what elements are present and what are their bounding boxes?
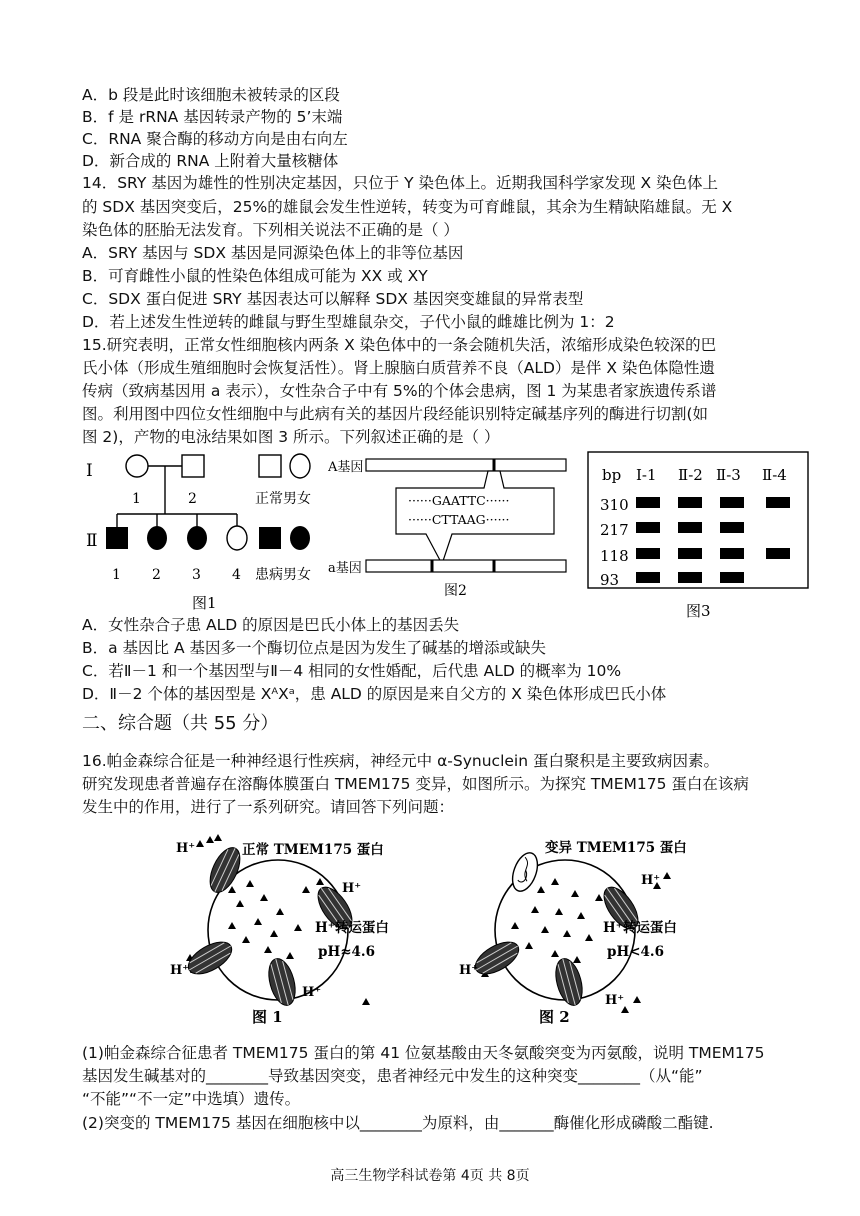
q13-option-a: A．b 段是此时该细胞未被转录的区段 <box>82 86 340 104</box>
figure1-caption: 图 1 <box>252 1008 283 1026</box>
gel-size-label: 118 <box>600 547 629 565</box>
q15-stem-line: 氏小体（形成生殖细胞时会恢复活性）。肾上腺脑白质营养不良（ALD）是伴 X 染色体隐性遗 <box>82 359 715 377</box>
ph-label: pH≈4.6 <box>318 944 375 960</box>
gel-size-label: 217 <box>600 521 629 539</box>
q15-stem-line: 图。利用图中四位女性细胞中与此病有关的基因片段经能识别特定碱基序列的酶进行切割(如 <box>82 405 709 423</box>
pedigree-label-i2: 2 <box>188 491 197 507</box>
gel-size-label: 310 <box>600 496 629 514</box>
legend-affected-male <box>259 527 281 549</box>
normal-tmem175-label: 正常 TMEM175 蛋白 <box>242 842 384 858</box>
gel-band <box>678 497 702 508</box>
q15-stem-line: 传病（致病基因用 a 表示），女性杂合子中有 5%的个体会患病，图 1 为某患者家族遗传系谱 <box>82 382 717 400</box>
q14-stem-line: 14．SRY 基因为雄性的性别决定基因，只位于 Y 染色体上。近期我国科学家发现 X 染色体上 <box>82 174 719 192</box>
page-footer: 高三生物学科试卷第 4页 共 8页 <box>330 1168 530 1184</box>
gel-lane-label: Ⅱ-3 <box>716 466 741 484</box>
proton-label: H⁺ <box>170 963 190 978</box>
q14-option-a: A．SRY 基因与 SDX 基因是同源染色体上的非等位基因 <box>82 244 464 262</box>
q16-subquestion-line: 基因发生碱基对的________导致基因突变，患者神经元中发生的这种突变________（从“能” <box>82 1067 703 1085</box>
sequence-top-strand: ······GAATTC······ <box>408 493 510 508</box>
q16-figure1-lysosome-normal <box>170 830 410 1030</box>
gel-size-label: 93 <box>600 571 620 589</box>
gel-band <box>720 572 744 583</box>
q14-stem-line: 染色体的胚胎无法发育。下列相关说法不正确的是（ ） <box>82 221 459 239</box>
q16-subquestion-line: (2)突变的 TMEM175 基因在细胞核中以________为原料，由_______酶催化形成磷酸二酯键. <box>82 1114 714 1132</box>
section-heading: 二、综合题（共 55 分） <box>82 713 279 734</box>
gel-band <box>636 548 660 559</box>
generation-label-i: Ⅰ <box>86 461 93 481</box>
legend-affected-label: 患病男女 <box>255 567 311 583</box>
proton-label: H⁺ <box>342 881 362 896</box>
pedigree-label-ii2: 2 <box>152 567 161 583</box>
proton-label: H⁺ <box>459 963 479 978</box>
q15-stem-line: 15.研究表明，正常女性细胞核内两条 X 染色体中的一条会随机失活，浓缩形成染色较深的巴 <box>82 336 717 354</box>
gene-a-dominant-label: A基因 <box>328 460 364 475</box>
proton-label: H⁺ <box>176 841 196 856</box>
pedigree-ii1-male-affected <box>106 527 128 549</box>
gel-band <box>720 497 744 508</box>
q16-stem-line: 16.帕金森综合征是一种神经退行性疾病，神经元中 α-Synuclein 蛋白聚积是主要致病因素。 <box>82 752 719 770</box>
gene-a-recessive-label: a基因 <box>328 561 362 576</box>
gel-lane-label: Ⅰ-1 <box>636 466 657 484</box>
pedigree-label-ii1: 1 <box>112 567 121 583</box>
q15-option-c: C．若Ⅱ－1 和一个基因型与Ⅱ－4 相同的女性婚配，后代患 ALD 的概率为 10% <box>82 662 622 680</box>
generation-label-ii: Ⅱ <box>86 531 98 551</box>
gel-lane-label: Ⅱ-2 <box>678 466 703 484</box>
q15-figure3-electrophoresis <box>586 450 812 622</box>
gel-band <box>766 548 790 559</box>
gel-lane-label: Ⅱ-4 <box>762 466 787 484</box>
pedigree-label-ii4: 4 <box>232 567 241 583</box>
gel-unit-label: bp <box>602 466 622 484</box>
pedigree-label-ii3: 3 <box>192 567 201 583</box>
pedigree-label-i1: 1 <box>132 491 141 507</box>
q16-stem-line: 研究发现患者普遍存在溶酶体膜蛋白 TMEM175 变异，如图所示。为探究 TMEM175 蛋白在该病 <box>82 775 749 793</box>
q13-option-c: C．RNA 聚合酶的移动方向是由右向左 <box>82 130 348 148</box>
q16-stem-line: 发生中的作用，进行了一系列研究。请回答下列问题： <box>82 798 455 816</box>
q15-stem-line: 图 2)，产物的电泳结果如图 3 所示。下列叙述正确的是（ ） <box>82 428 500 446</box>
figure2-caption: 图 2 <box>539 1008 570 1026</box>
gel-band <box>678 522 702 533</box>
mutant-tmem175-label: 变异 TMEM175 蛋白 <box>545 840 687 856</box>
q15-option-b: B．a 基因比 A 基因多一个酶切位点是因为发生了碱基的增添或缺失 <box>82 639 547 657</box>
q15-figure1-pedigree <box>80 448 330 618</box>
legend-normal-male <box>259 455 281 477</box>
proton-label: H⁺ <box>605 993 625 1008</box>
pedigree-ii3-female-affected <box>187 526 207 550</box>
gel-band <box>636 572 660 583</box>
pedigree-ii2-female-affected <box>147 526 167 550</box>
gel-band <box>720 522 744 533</box>
ph-label: pH<4.6 <box>607 944 664 960</box>
gel-band <box>720 548 744 559</box>
sequence-bottom-strand: ······CTTAAG······ <box>408 512 510 527</box>
figure1-caption: 图1 <box>192 594 217 612</box>
pedigree-i2-male-normal <box>182 455 204 477</box>
q14-option-b: B．可育雌性小鼠的性染色体组成可能为 XX 或 XY <box>82 267 428 285</box>
proton-label: H⁺ <box>302 985 322 1000</box>
gene-a-recessive-bar <box>366 560 566 572</box>
q16-subquestion-line: “不能”“不一定”中选填）遗传。 <box>82 1090 301 1108</box>
gel-band <box>636 522 660 533</box>
figure2-caption: 图2 <box>444 583 467 599</box>
gel-band <box>678 572 702 583</box>
legend-affected-female <box>290 526 310 550</box>
q15-option-d: D．Ⅱ－2 个体的基因型是 XᴬXᵃ，患 ALD 的原因是来自父方的 X 染色体形成巴氏小体 <box>82 685 667 703</box>
pedigree-ii4-female-normal <box>227 526 247 550</box>
q13-option-b: B．f 是 rRNA 基因转录产物的 5’末端 <box>82 108 343 126</box>
gene-a-dominant-bar <box>366 459 566 471</box>
q13-option-d: D．新合成的 RNA 上附着大量核糖体 <box>82 152 339 170</box>
gel-band <box>766 497 790 508</box>
q14-option-d: D．若上述发生性逆转的雌鼠与野生型雄鼠杂交，子代小鼠的雌雄比例为 1：2 <box>82 313 615 331</box>
q15-figure2-restriction-sites <box>328 450 573 600</box>
transporter-label: H⁺转运蛋白 <box>315 920 389 936</box>
q14-option-c: C．SDX 蛋白促进 SRY 基因表达可以解释 SDX 基因突变雄鼠的异常表型 <box>82 290 584 308</box>
q14-stem-line: 的 SDX 基因突变后，25%的雄鼠会发生性逆转，转变为可育雌鼠，其余为生精缺陷雄鼠。无 X <box>82 198 733 216</box>
legend-normal-label: 正常男女 <box>255 491 311 507</box>
gel-band <box>678 548 702 559</box>
proton-label: H⁺ <box>641 873 661 888</box>
q15-option-a: A．女性杂合子患 ALD 的原因是巴氏小体上的基因丢失 <box>82 616 460 634</box>
legend-normal-female <box>290 454 310 478</box>
figure3-caption: 图3 <box>686 602 711 620</box>
q16-figure2-lysosome-mutant <box>455 830 715 1030</box>
pedigree-i1-female-normal <box>126 455 148 477</box>
gel-band <box>636 497 660 508</box>
q16-subquestion-line: (1)帕金森综合征患者 TMEM175 蛋白的第 41 位氨基酸由天冬氨酸突变为丙氨酸，说明 TMEM175 <box>82 1044 765 1062</box>
transporter-label: H⁺转运蛋白 <box>603 920 677 936</box>
